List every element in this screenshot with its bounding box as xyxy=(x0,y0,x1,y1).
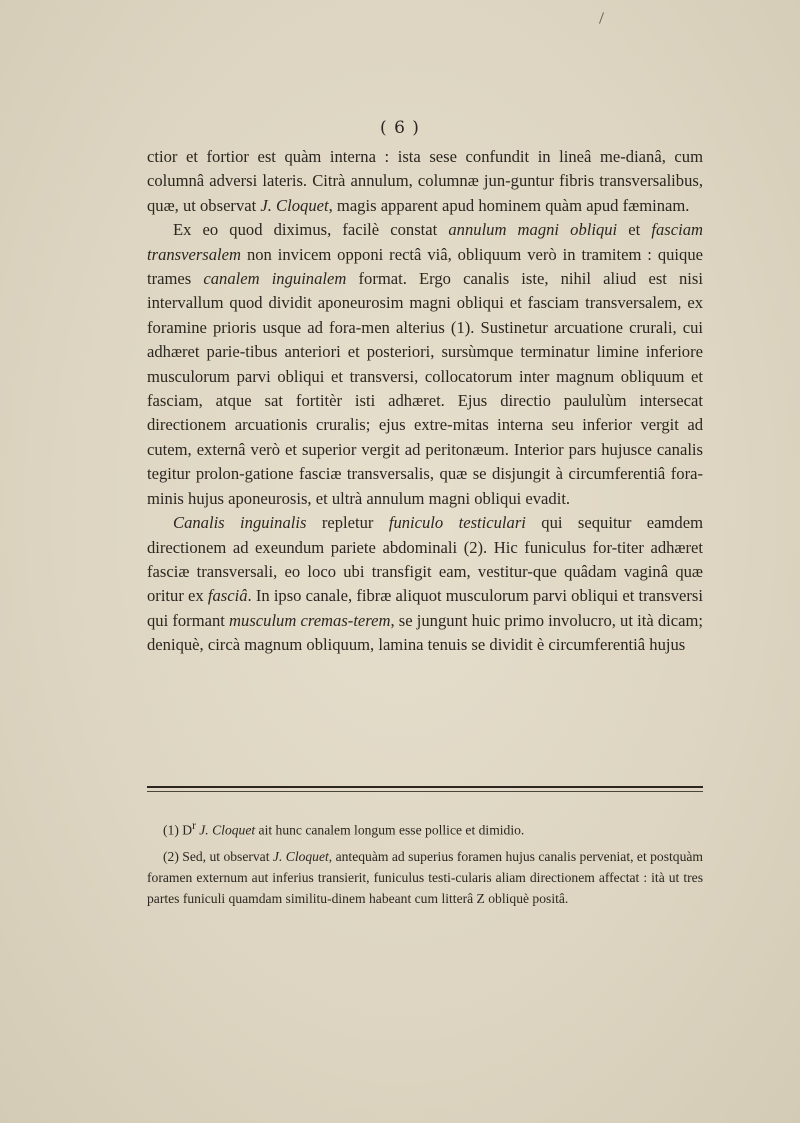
text-run: ctior et fortior est quàm interna : ista sese confundit in lineâ me-dianâ, cum columnâ adversi lateris. Citrà annulum, columnæ jun-guntur fibris transversalibus, quæ, ut observat xyxy=(147,147,703,215)
text-run: Ex eo quod diximus, facilè constat xyxy=(173,220,449,240)
paragraph-funiculus xyxy=(147,511,703,657)
italic-run: canalem inguinalem xyxy=(203,269,347,289)
footnote-rule-thin xyxy=(147,791,703,792)
text-run: , se jungunt huic primo involucro, ut ità dicam; deniquè, circà magnum obliquum, lamina tenuis se dividit è circumferentiâ hujus xyxy=(147,610,703,655)
text-run: et xyxy=(617,220,652,240)
footnotes xyxy=(147,816,703,914)
footnote-rule xyxy=(147,786,703,788)
superscript-run: r xyxy=(192,820,196,832)
italic-run: Canalis inguinalis xyxy=(173,513,307,533)
main-text xyxy=(147,145,703,658)
italic-run: J. Cloquet xyxy=(272,848,329,864)
italic-run: fasciâ xyxy=(207,586,248,606)
text-run: , antequàm ad superius foramen hujus canalis perveniat, et postquàm foramen externum aut inferius transierit, funiculus testi-cularis aliam directionem affectat : ità ut tres partes funiculi quamdam similitu-dinem habeant cum litterâ Z obliquè positâ. xyxy=(147,848,703,907)
margin-mark xyxy=(599,12,604,24)
text-run: non invicem opponi rectâ viâ, obliquum verò in tramitem : quique trames xyxy=(147,244,703,289)
text-run: , magis apparent apud hominem quàm apud fæminam. xyxy=(328,195,690,215)
italic-run: annulum magni obliqui xyxy=(448,220,618,240)
italic-run: musculum cremas-terem xyxy=(229,610,391,630)
text-run: repletur xyxy=(306,513,389,533)
page-number: ( 6 ) xyxy=(380,118,420,138)
text-run: qui sequitur eamdem directionem ad exeundum pariete abdominali (2). Hic funiculus for-titer adhæret fasciæ transversali, eo loco ubi transfigit eam, vestitur-que quâdam vaginâ quæ oritur ex xyxy=(147,513,703,606)
text-run: (2) Sed, ut observat xyxy=(163,848,273,864)
text-run: . In ipso canale, fibræ aliquot musculorum parvi obliqui et transversi qui formant xyxy=(147,586,704,630)
italic-run: funiculo testiculari xyxy=(388,513,526,533)
paragraph-canalis xyxy=(147,218,703,511)
footnote-2 xyxy=(147,846,703,910)
text-run: ait hunc canalem longum esse pollice et dimidio. xyxy=(255,822,525,838)
paragraph-continued xyxy=(147,145,703,218)
footnote-1 xyxy=(147,816,703,841)
italic-run: J. Cloquet xyxy=(199,822,256,838)
text-run: (1) D xyxy=(163,822,193,838)
italic-run: fasciam transversalem xyxy=(147,220,703,264)
text-run: format. Ergo canalis iste, nihil aliud est nisi intervallum quod dividit aponeurosim magni obliqui et fasciam transversalem, ex foramine prioris usque ad fora-men alterius (1). Sustinetur arcuatione crurali, cui adhæret parie-tibus anteriori et posteriori, sursùmque terminatur limine inferiore musculorum parvi obliqui et transversi, collocatorum inter magnum obliquum et fasciam, atque sat fortitèr isti adhæret. Ejus directio paululùm intersecat directionem arcuationis cruralis; ejus extre-mitas interna seu inferior vergit ad cutem, externâ verò et superior vergit ad peritonæum. Interior pars hujusce canalis tegitur prolon-gatione fasciæ transversalis, quæ se disjungit à circumferentiâ fora-minis hujus aponeurosis, et ultrà annulum magni obliqui evadit. xyxy=(147,269,703,508)
italic-run: J. Cloquet xyxy=(260,195,329,215)
